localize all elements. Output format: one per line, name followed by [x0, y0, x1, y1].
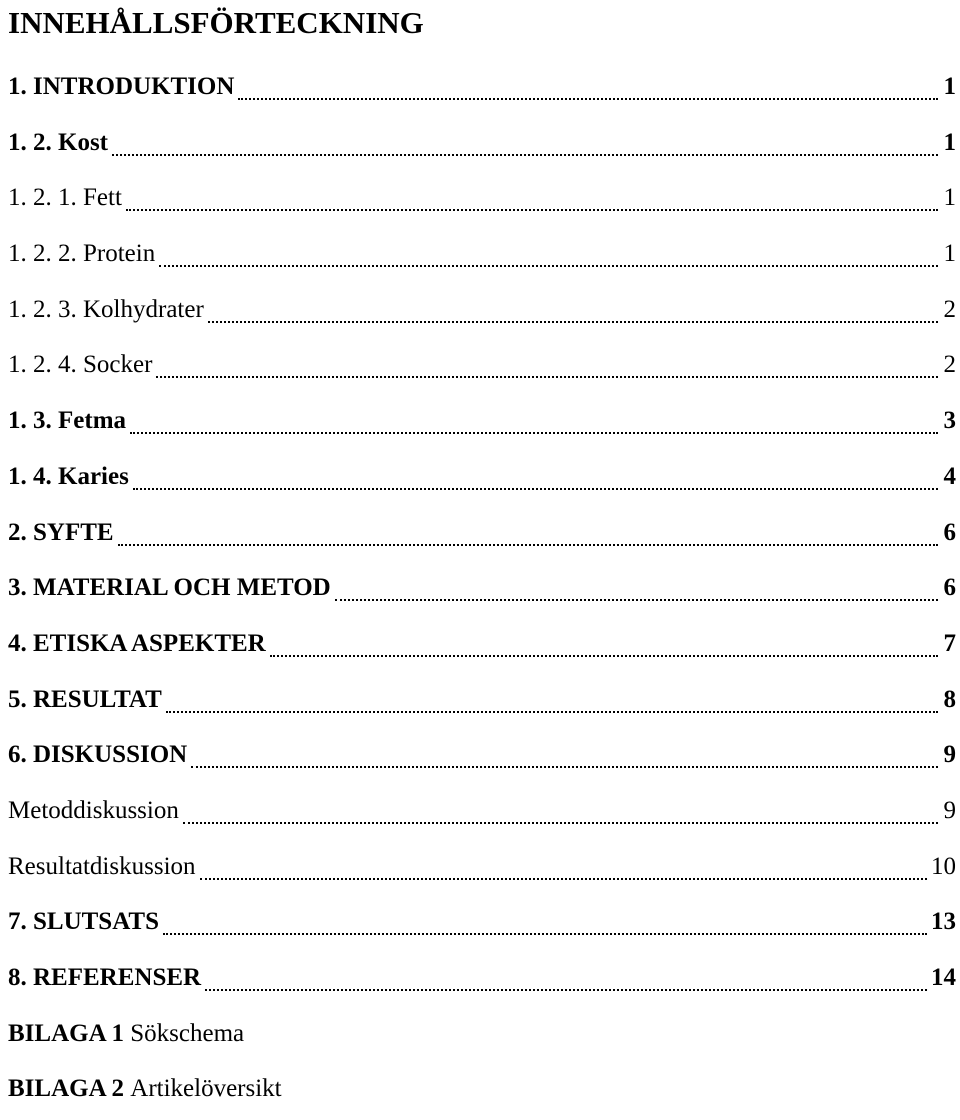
appendix-key[interactable]: BILAGA 1 — [8, 1019, 125, 1047]
toc-dot-leader — [270, 653, 938, 657]
appendix-name[interactable]: Artikelöversikt — [130, 1075, 282, 1103]
toc-title: INNEHÅLLSFÖRTECKNING — [8, 5, 424, 40]
toc-entry[interactable] — [8, 62, 956, 118]
toc-entry[interactable] — [8, 675, 956, 731]
toc-dot-leader — [130, 430, 938, 434]
toc-dot-leader — [208, 319, 938, 323]
toc-entry-label[interactable]: 2. SYFTE — [8, 518, 114, 546]
toc-entry[interactable] — [8, 396, 956, 452]
toc-entry-page[interactable]: 3 — [943, 407, 956, 435]
toc-entry-page[interactable]: 8 — [943, 685, 956, 713]
toc-dot-leader — [133, 486, 938, 490]
toc-entry-label[interactable]: 1. INTRODUKTION — [8, 73, 235, 100]
toc-entry-page[interactable]: 6 — [943, 574, 956, 602]
toc-entry[interactable] — [8, 285, 956, 341]
appendix-entry[interactable] — [8, 1009, 956, 1065]
toc-entry-label[interactable]: 1. 2. Kost — [8, 128, 108, 156]
toc-entry[interactable] — [8, 340, 956, 396]
toc-dot-leader — [200, 876, 927, 880]
toc-entry-label[interactable]: 3. MATERIAL OCH METOD — [8, 574, 331, 602]
toc-dot-leader — [238, 96, 938, 100]
toc-entry-label[interactable]: 1. 2. 3. Kolhydrater — [8, 295, 204, 323]
toc-entry-page[interactable]: 10 — [931, 852, 956, 880]
toc-entry-page[interactable]: 2 — [943, 351, 956, 379]
toc-entry-label[interactable]: 1. 4. Karies — [8, 462, 129, 490]
toc-entry-label[interactable]: 7. SLUTSATS — [8, 908, 159, 936]
toc-dot-leader — [183, 820, 938, 824]
appendix-entry[interactable] — [8, 1064, 956, 1120]
appendix-name[interactable]: Sökschema — [130, 1019, 245, 1047]
toc-dot-leader — [112, 152, 938, 156]
toc-entry-page[interactable]: 9 — [943, 741, 956, 769]
toc-entry-label[interactable]: Metoddiskussion — [8, 796, 179, 824]
toc-entry[interactable] — [8, 452, 956, 508]
toc-entry[interactable] — [8, 730, 956, 786]
toc-dot-leader — [205, 987, 927, 991]
toc-dot-leader — [191, 764, 938, 768]
appendix-key[interactable]: BILAGA 2 — [8, 1075, 125, 1103]
toc-dot-leader — [163, 931, 927, 935]
toc-entry-label[interactable]: 1. 2. 1. Fett — [8, 184, 122, 212]
toc-entry-page[interactable]: 1 — [943, 240, 956, 268]
toc-entry-label[interactable]: 1. 2. 4. Socker — [8, 351, 153, 379]
toc-dot-leader — [118, 542, 938, 546]
toc-entry-label[interactable]: 5. RESULTAT — [8, 685, 162, 713]
toc-entry-label[interactable]: 1. 2. 2. Protein — [8, 240, 156, 268]
toc-entry-page[interactable]: 7 — [943, 629, 956, 657]
toc-entry-page[interactable]: 14 — [931, 964, 956, 991]
toc-entry-label[interactable]: 6. DISKUSSION — [8, 741, 188, 769]
toc-entry[interactable] — [8, 842, 956, 898]
toc-dot-leader — [159, 263, 938, 267]
toc-entry[interactable] — [8, 118, 956, 174]
toc-entry[interactable] — [8, 786, 956, 842]
toc-entry[interactable] — [8, 508, 956, 564]
toc-entry-label[interactable]: 4. ETISKA ASPEKTER — [8, 629, 266, 657]
toc-entry-page[interactable]: 13 — [931, 908, 956, 936]
toc-entry-page[interactable]: 1 — [943, 128, 956, 156]
toc-entry[interactable] — [8, 619, 956, 675]
toc-dot-leader — [335, 597, 938, 601]
toc-entry-page[interactable]: 1 — [943, 184, 956, 212]
toc-entry-page[interactable]: 6 — [943, 518, 956, 546]
toc-list — [8, 62, 956, 1120]
toc-dot-leader — [156, 374, 938, 378]
toc-entry[interactable] — [8, 897, 956, 953]
toc-entry[interactable] — [8, 953, 956, 1009]
toc-entry-page[interactable]: 1 — [943, 73, 956, 100]
toc-entry-page[interactable]: 9 — [943, 796, 956, 824]
toc-entry[interactable] — [8, 563, 956, 619]
toc-entry[interactable] — [8, 229, 956, 285]
toc-entry-page[interactable]: 2 — [943, 295, 956, 323]
toc-entry-label[interactable]: 1. 3. Fetma — [8, 407, 127, 435]
toc-dot-leader — [166, 709, 938, 713]
toc-dot-leader — [126, 207, 938, 211]
toc-entry-label[interactable]: Resultatdiskussion — [8, 852, 196, 880]
toc-entry-page[interactable]: 4 — [943, 462, 956, 490]
toc-entry[interactable] — [8, 173, 956, 229]
toc-entry-label[interactable]: 8. REFERENSER — [8, 964, 202, 991]
